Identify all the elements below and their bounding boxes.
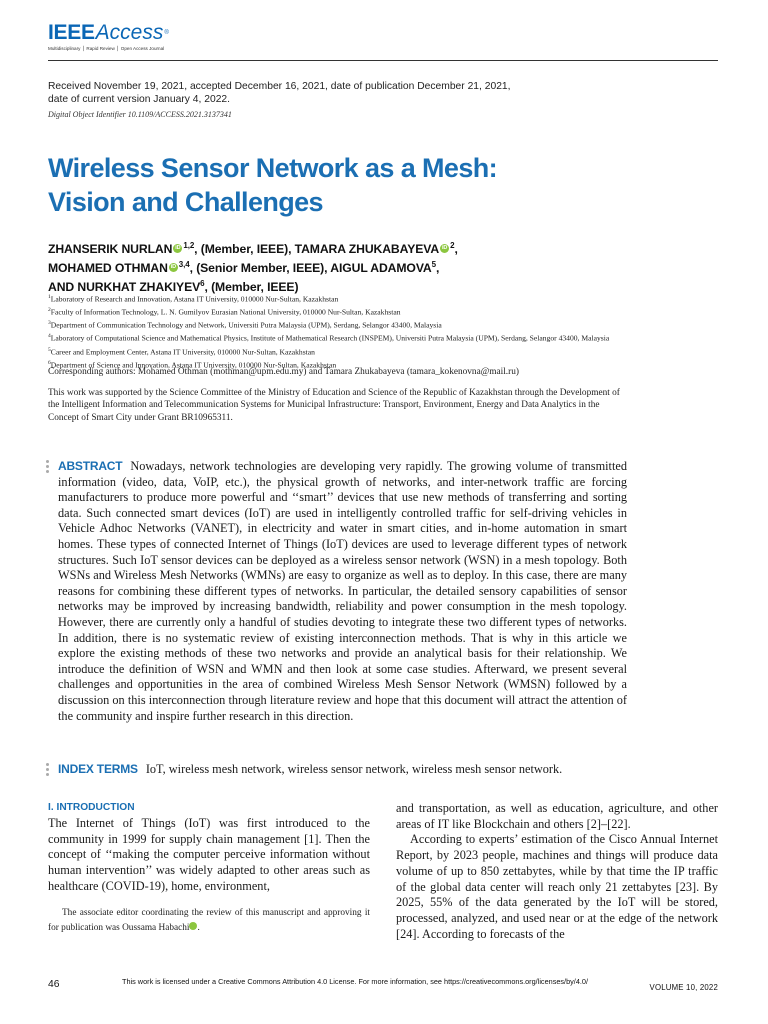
corresponding-authors: Corresponding authors: Mohamed Othman (mothman@upm.edu.my) and Tamara Zhukabayeva (tamara_kokenovna@mail.ru) bbox=[48, 367, 519, 377]
author-name: AND NURKHAT ZHAKIYEV bbox=[48, 280, 201, 295]
section-heading: I. INTRODUCTION bbox=[48, 802, 135, 813]
page-number: 46 bbox=[48, 979, 60, 990]
title-line-2: Vision and Challenges bbox=[48, 187, 323, 217]
orcid-icon[interactable]: iD bbox=[175, 245, 181, 252]
affiliation-item: $^4$Laboratory of Computational Science and Mathematical Physics, Institute of Mathematical Research (INSPEM), Universiti Putra Malaysia (UPM), Serdang, Selangor 43400, Malaysia bbox=[48, 333, 610, 343]
affiliation-item: $^6$Department of Science and Innovation, Astana IT University, 010000 Nur-Sultan, Kazakhstan bbox=[48, 359, 337, 370]
intro-paragraph-2: According to experts’ estimation of the Cisco Annual Internet Report, by 2023 people, machines and things will produce data volume of up to 850 zettabytes, while by that time the IP traffic of the global data center will reach only 21 zettabytes [23]. By 2025, 55% of the data generated by the IoT will be stored, processed, analyzed, and used near or at the edge of the network [24]. According to forecasts of the bbox=[396, 832, 718, 941]
abstract-text: Nowadays, network technologies are developing very rapidly. The growing volume of transmitted information (video, data, VoIP, etc.), the physical growth of networks, and inter-network traffic are forcing manufacturers to produce more powerful and ‘‘smart’’ devices that use new methods of transferring and sorting data. Such connected smart devices (IoT) are used in intelligently controlled traffic for self-driving vehicles in Vehicle Adhoc Networks (VANET), in electricity and water in smart cities, and in-home automation in smart homes. These types of connected Internet of Things (IoT) devices are used to leverage different types of network structures. Such IoT sensor devices can be deployed as a wireless sensor network (WSN) in a mesh topology. Both WSNs and Wireless Mesh Networks (WMNs) are easy to organize as well as to deploy. In this case, there are many reasons for combining these different types of networks. In particular, the detailed sensory capabilities of sensor networks may be improved by increasing bandwidth, reliability and power consumption in the mesh topology. However, there are currently only a handful of studies devoting to integrate these two different types of networks. In addition, there is no systematic review of existing interconnection methods. That is why in this article we explore the existing methods of these two networks and provide an analytical basis for their relationship. We introduce the definition of WSN and WMN and then look at some case studies. Afterward, we present several challenges and opportunities in the area of combined Wireless Mesh Sensor Network (WMSN) followed by a discussion on this interconnection through literature review and hope that this document will attract the attention of the community and inspire further research in this direction. bbox=[58, 459, 627, 723]
author-name: MOHAMED OTHMAN bbox=[48, 261, 168, 276]
author-affil-sup: 6 bbox=[200, 279, 205, 289]
affiliation-item: $^2$Faculty of Information Technology, L. N. Gumilyov Eurasian National University, 010000 Nur-Sultan, Kazakhstan bbox=[48, 307, 401, 317]
right-column bbox=[396, 801, 718, 942]
author-sep: , bbox=[436, 261, 440, 276]
intro-paragraph-continued: and transportation, as well as education, agriculture, and other areas of IT like Blockchain and others [2]–[22]. bbox=[396, 801, 718, 831]
logo-access: Access bbox=[95, 21, 164, 44]
doi: Digital Object Identifier 10.1109/ACCESS.2021.3137341 bbox=[48, 110, 232, 119]
index-terms bbox=[58, 762, 658, 777]
index-terms-marker-icon bbox=[46, 763, 50, 778]
author-affil-sup: 2 bbox=[450, 241, 455, 250]
funding-statement: This work was supported by the Science Committee of the Ministry of Education and Science of the Republic of Kazakhstan through the Development of the Intelligent Information and Telecommunication Systems for Municipal Infrastructure: Transport, Environment, Energy and Data Analytics in the Concept of Smart City under Grant BR10965311. bbox=[48, 388, 620, 423]
logo-tagline: Multidisciplinary ⎪ Rapid Review ⎪ Open Access Journal bbox=[48, 46, 165, 51]
journal-logo bbox=[48, 22, 169, 52]
abstract bbox=[58, 459, 627, 724]
affiliation-item: $^5$Career and Employment Center, Astana IT University, 010000 Nur-Sultan, Kazakhstan bbox=[48, 346, 315, 357]
author-affil-sup: 1,2 bbox=[183, 241, 195, 250]
orcid-icon[interactable]: iD bbox=[189, 922, 197, 930]
left-column bbox=[48, 801, 370, 936]
affiliations bbox=[48, 292, 628, 371]
index-terms-label: INDEX TERMS bbox=[58, 762, 138, 776]
affiliation-item: $^3$Department of Communication Technology and Network, Universiti Putra Malaysia (UPM), Serdang, Selangor 43400, Malaysia bbox=[48, 320, 442, 330]
author-role: , (Member, IEEE), TAMARA ZHUKABAYEVA bbox=[194, 242, 440, 257]
paper-title bbox=[48, 151, 608, 219]
author-sep: , bbox=[454, 242, 458, 257]
logo-trademark: ® bbox=[164, 30, 169, 36]
index-terms-text: IoT, wireless mesh network, wireless sensor network, wireless mesh sensor network. bbox=[145, 762, 563, 776]
author-affil-sup: 3,4 bbox=[178, 260, 190, 270]
volume-label: VOLUME 10, 2022 bbox=[649, 983, 718, 992]
abstract-label: ABSTRACT bbox=[58, 459, 123, 473]
author-role: , (Member, IEEE) bbox=[204, 280, 299, 295]
author-list bbox=[48, 238, 628, 295]
editor-footnote: The associate editor coordinating the review of this manuscript and approving it for publication was Oussama Habachi iD. bbox=[48, 907, 370, 933]
received-dates: Received November 19, 2021, accepted December 16, 2021, date of publication December 21, 2021, date of current version January 4, 2022. bbox=[48, 81, 511, 105]
author-name: ZHANSERIK NURLAN bbox=[48, 242, 173, 257]
logo-wordmark bbox=[48, 22, 169, 44]
abstract-marker-icon bbox=[46, 460, 50, 475]
intro-paragraph-1: The Internet of Things (IoT) was first introduced to the community in 1999 for supply chain management [1]. Then the concept of ‘‘making the computer perceive information without human intervention’’ was widely adapted to other areas such as healthcare (COVID-19), home, environment, bbox=[48, 816, 370, 893]
page-footer bbox=[48, 977, 718, 997]
affiliation-item: $^1$Laboratory of Research and Innovation, Astana IT University, 010000 Nur-Sultan, Kazakhstan bbox=[48, 294, 339, 304]
orcid-icon[interactable]: iD bbox=[170, 264, 176, 271]
logo-ieee: IEEE bbox=[48, 21, 95, 44]
orcid-icon[interactable]: iD bbox=[441, 245, 448, 252]
title-line-1: Wireless Sensor Network as a Mesh: bbox=[48, 153, 498, 183]
author-role: , (Senior Member, IEEE), AIGUL ADAMOVA bbox=[189, 261, 432, 276]
license-note[interactable]: This work is licensed under a Creative Commons Attribution 4.0 License. For more information, see https://creativecommons.org/licenses/by/4.0/ bbox=[122, 977, 588, 986]
header-divider bbox=[48, 60, 718, 61]
author-affil-sup: 5 bbox=[431, 260, 436, 270]
